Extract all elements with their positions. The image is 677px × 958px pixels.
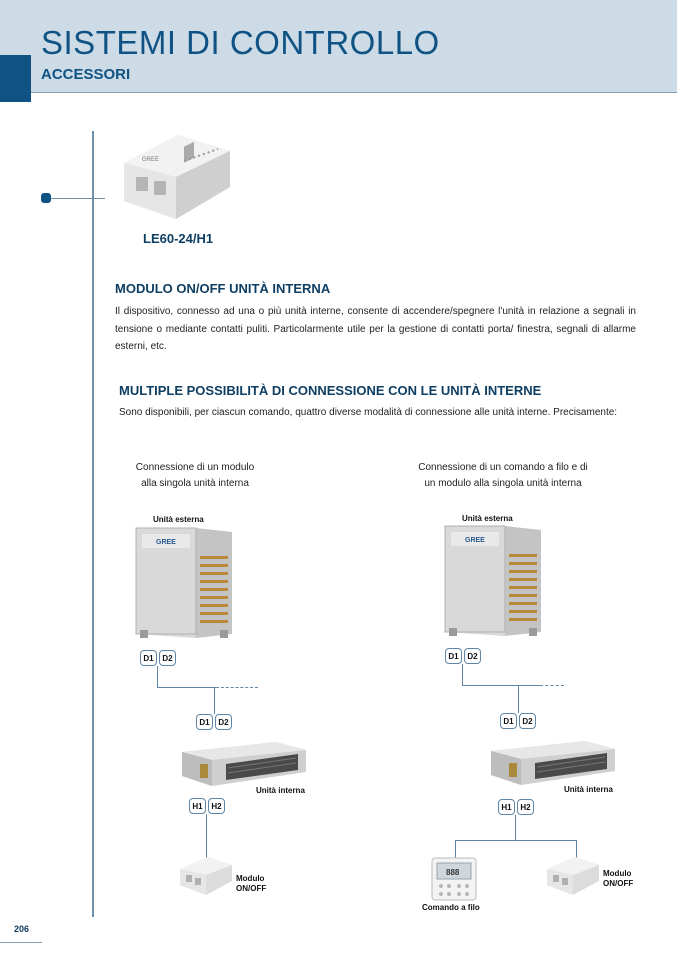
left-onoff-module-image bbox=[178, 855, 234, 897]
right-wire-down-3 bbox=[515, 815, 516, 840]
right-outdoor-terminal-d1: D1 bbox=[445, 648, 462, 664]
right-wire-horizontal bbox=[462, 685, 540, 686]
left-indoor-unit-image bbox=[178, 738, 310, 792]
right-indoor-label: Unità interna bbox=[564, 785, 613, 794]
left-module-label-line2: ON/OFF bbox=[236, 884, 267, 893]
margin-rule bbox=[92, 131, 94, 917]
left-caption-line1: Connessione di un modulo bbox=[135, 462, 255, 473]
product-logo-text: GREE bbox=[142, 157, 160, 163]
page-number: 206 bbox=[14, 924, 30, 934]
left-module-label-line1: Modulo bbox=[236, 874, 265, 883]
page-number-rule bbox=[0, 942, 42, 943]
left-outdoor-terminal-d1: D1 bbox=[140, 650, 157, 666]
right-indoor-unit-image bbox=[487, 737, 619, 791]
right-outdoor-terminal-d2: D2 bbox=[464, 648, 481, 664]
left-diagram-caption bbox=[110, 460, 280, 492]
right-outdoor-unit-image bbox=[443, 524, 543, 640]
right-onoff-module-image bbox=[545, 855, 601, 897]
right-wire-dashed bbox=[540, 685, 564, 686]
right-module-terminal-h1: H1 bbox=[498, 799, 515, 815]
left-module-terminal-h2: H2 bbox=[208, 798, 225, 814]
right-caption-line1: Connessione di un comando a filo e di bbox=[418, 462, 588, 473]
left-indoor-terminal-d1: D1 bbox=[196, 714, 213, 730]
connection-description: Sono disponibili, per ciascun comando, quattro diverse modalità di connessione alle unità interne. Precisamente: bbox=[119, 407, 618, 418]
connection-heading: MULTIPLE POSSIBILITÀ DI CONNESSIONE CON LE UNITÀ INTERNE bbox=[119, 383, 542, 398]
left-wire-down-1 bbox=[157, 666, 158, 687]
left-indoor-terminal-d2: D2 bbox=[215, 714, 232, 730]
left-wire-down-2 bbox=[214, 687, 215, 714]
right-diagram-caption bbox=[392, 460, 614, 492]
right-wire-down-1 bbox=[462, 664, 463, 685]
product-image-module bbox=[118, 131, 236, 227]
product-pointer-line bbox=[50, 198, 105, 199]
left-module-label bbox=[236, 874, 266, 894]
right-caption-line2: un modulo alla singola unità interna bbox=[424, 478, 582, 489]
left-wire-to-module bbox=[206, 814, 207, 860]
right-module-label bbox=[603, 869, 633, 889]
module-heading: MODULO ON/OFF UNITÀ INTERNA bbox=[115, 281, 331, 296]
left-outdoor-terminal-d2: D2 bbox=[159, 650, 176, 666]
module-description: Il dispositivo, connesso ad una o più unità interne, consente di accendere/spegnere l'unità in relazione a segnali in tensione o mediante contatti puliti. Particolarmente utile per la gestione di contatti porta/ finestra, segnali di allarme esterni, etc. bbox=[115, 306, 636, 352]
right-module-terminal-h2: H2 bbox=[517, 799, 534, 815]
left-wire-horizontal bbox=[157, 687, 216, 688]
section-name: ACCESSORI bbox=[41, 66, 131, 83]
right-indoor-terminal-d1: D1 bbox=[500, 713, 517, 729]
right-module-label-line1: Modulo bbox=[603, 869, 632, 878]
wired-control-label: Comando a filo bbox=[422, 903, 480, 912]
right-module-label-line2: ON/OFF bbox=[603, 879, 634, 888]
product-name: LE60-24/H1 bbox=[143, 231, 214, 246]
header-tab-marker bbox=[0, 55, 31, 102]
left-wire-dashed bbox=[216, 687, 258, 688]
left-module-terminal-h1: H1 bbox=[189, 798, 206, 814]
right-wire-to-control bbox=[455, 840, 456, 858]
left-outdoor-label: Unità esterna bbox=[153, 515, 204, 524]
wired-control-display-text: 888 bbox=[446, 868, 460, 877]
right-indoor-terminal-d2: D2 bbox=[519, 713, 536, 729]
left-outdoor-unit-image bbox=[134, 526, 234, 642]
left-caption-line2: alla singola unità interna bbox=[141, 478, 249, 489]
left-outdoor-logo-text: GREE bbox=[156, 539, 176, 546]
wired-control-image bbox=[431, 857, 477, 901]
left-indoor-label: Unità interna bbox=[256, 786, 305, 795]
product-pointer-dot bbox=[41, 193, 51, 203]
right-wire-branch bbox=[455, 840, 577, 841]
right-outdoor-logo-text: GREE bbox=[465, 537, 485, 544]
right-outdoor-label: Unità esterna bbox=[462, 514, 513, 523]
right-wire-down-2 bbox=[518, 685, 519, 713]
page-title: SISTEMI DI CONTROLLO bbox=[41, 24, 440, 61]
